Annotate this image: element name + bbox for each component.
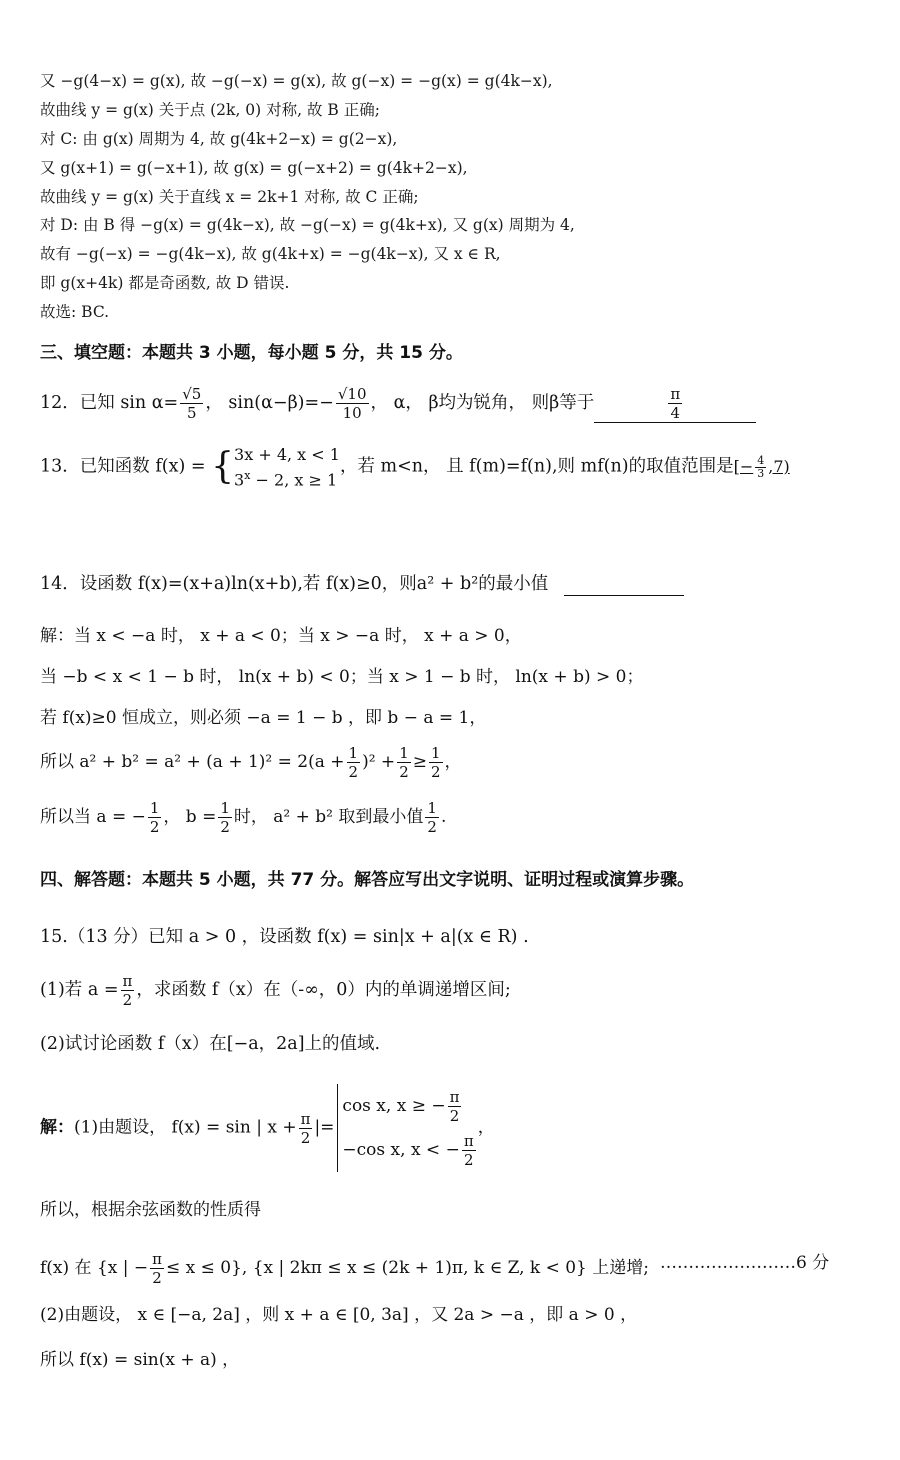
solution-line: 当 −b < x < 1 − b 时， ln(x + b) < 0；当 x > 1 − b 时， ln(x + b) > 0； xyxy=(40,667,644,687)
question-14: 14．设函数 f(x)=(x+a)ln(x+b),若 f(x)≥0，则a² + b²的最小值 xyxy=(40,573,684,596)
q12-prefix: 12．已知 sin α= xyxy=(40,393,179,413)
solution-line: 解：当 x < −a 时， x + a < 0；当 x > −a 时， x + a > 0， xyxy=(40,626,522,646)
solution-line: 故曲线 y = g(x) 关于点 (2k, 0) 对称, 故 B 正确; xyxy=(40,101,380,119)
solution-line: 又 g(x+1) = g(−x+1), 故 g(x) = g(−x+2) = g(4k+2−x), xyxy=(40,159,468,177)
solution-line: 又 −g(4−x) = g(x), 故 −g(−x) = g(x), 故 g(−x) = −g(x) = g(4k−x), xyxy=(40,72,553,90)
solution-line: 所以，根据余弦函数的性质得 xyxy=(40,1200,261,1220)
section-heading: 四、解答题：本题共 5 小题，共 77 分。解答应写出文字说明、证明过程或演算步骤。 xyxy=(40,870,695,890)
q12-mid: ， sin(α−β)=− xyxy=(205,393,334,413)
solution-line: 故选: BC. xyxy=(40,303,110,321)
solution-line: 所以 f(x) = sin(x + a) ， xyxy=(40,1350,240,1370)
score-marker: ……………………6 分 xyxy=(660,1253,830,1273)
solution-block: 解：(1)由题设， f(x) = sin | x + $\frac{\pi}{2}$ |= cos x, x ≥ − $\frac{\pi}{2}$ −cos x, x < − $\frac{\pi}{2}$ ， xyxy=(40,1084,495,1172)
question-13 xyxy=(40,444,790,490)
fraction: $\frac{√10}{10}$ xyxy=(337,385,367,422)
q12-suffix: ， α， β均为锐角， 则β等于 xyxy=(370,393,595,413)
piecewise-cases: 3x + 4, x < 1 $3^x - 2$, x ≥ 1 xyxy=(234,445,340,490)
question-15-part1: (1)若 a = $\frac{\pi}{2}$ ，求函数 f（x）在（-∞，0）内的单调递增区间; xyxy=(40,972,511,1009)
q13-suffix: ，若 m<n， 且 f(m)=f(n),则 mf(n)的取值范围是 xyxy=(339,456,734,477)
solution-line: 对 C: 由 g(x) 周期为 4, 故 g(4k+2−x) = g(2−x), xyxy=(40,130,398,148)
q13-prefix: 13．已知函数 f(x) = xyxy=(40,456,206,477)
solution-line: 所以 a² + b² = a² + (a + 1)² = 2(a + $\frac{1}{2}$ )² + $\frac{1}{2}$ ≥ $\frac{1}{2}$ ， xyxy=(40,744,462,781)
solution-line: 故有 −g(−x) = −g(4k−x), 故 g(4k+x) = −g(4k−x), 又 x ∈ R, xyxy=(40,245,501,263)
q13-answer: [− $\frac{4}{3}$ ,7) xyxy=(733,453,790,480)
question-15-part2: (2)试讨论函数 f（x）在[−a，2a]上的值域. xyxy=(40,1034,381,1054)
answer-blank xyxy=(564,573,684,596)
fraction: $\frac{√5}{5}$ xyxy=(182,385,202,422)
question-12 xyxy=(40,385,756,423)
answer-blank xyxy=(594,385,756,423)
piecewise-cases: cos x, x ≥ − $\frac{\pi}{2}$ −cos x, x < − $\frac{\pi}{2}$ xyxy=(337,1084,477,1172)
question-15-stem: 15.（13 分）已知 a > 0 ，设函数 f(x) = sin|x + a|(x ∈ R) . xyxy=(40,927,529,947)
solution-line: (2)由题设， x ∈ [−a, 2a] ，则 x + a ∈ [0, 3a] ，又 2a > −a ，即 a > 0 ， xyxy=(40,1305,638,1325)
answer-fraction: $\frac{\pi}{4}$ xyxy=(670,385,681,422)
solution-line: 所以当 a = − $\frac{1}{2}$ ， b = $\frac{1}{2}$ 时， a² + b² 取到最小值 $\frac{1}{2}$ . xyxy=(40,799,447,836)
solution-line: f(x) 在 {x | − $\frac{\pi}{2}$ ≤ x ≤ 0}, {x | 2kπ ≤ x ≤ (2k + 1)π, k ∈ Z, k < 0} 上递增; xyxy=(40,1250,650,1287)
brace: { xyxy=(211,446,235,488)
section-heading: 三、填空题：本题共 3 小题，每小题 5 分，共 15 分。 xyxy=(40,343,463,363)
solution-line: 即 g(x+4k) 都是奇函数, 故 D 错误. xyxy=(40,274,290,292)
solution-line: 故曲线 y = g(x) 关于直线 x = 2k+1 对称, 故 C 正确; xyxy=(40,188,419,206)
solution-line: 对 D: 由 B 得 −g(x) = g(4k−x), 故 −g(−x) = g(4k+x), 又 g(x) 周期为 4, xyxy=(40,216,575,234)
solution-line: 若 f(x)≥0 恒成立，则必须 −a = 1 − b ，即 b − a = 1， xyxy=(40,708,487,728)
